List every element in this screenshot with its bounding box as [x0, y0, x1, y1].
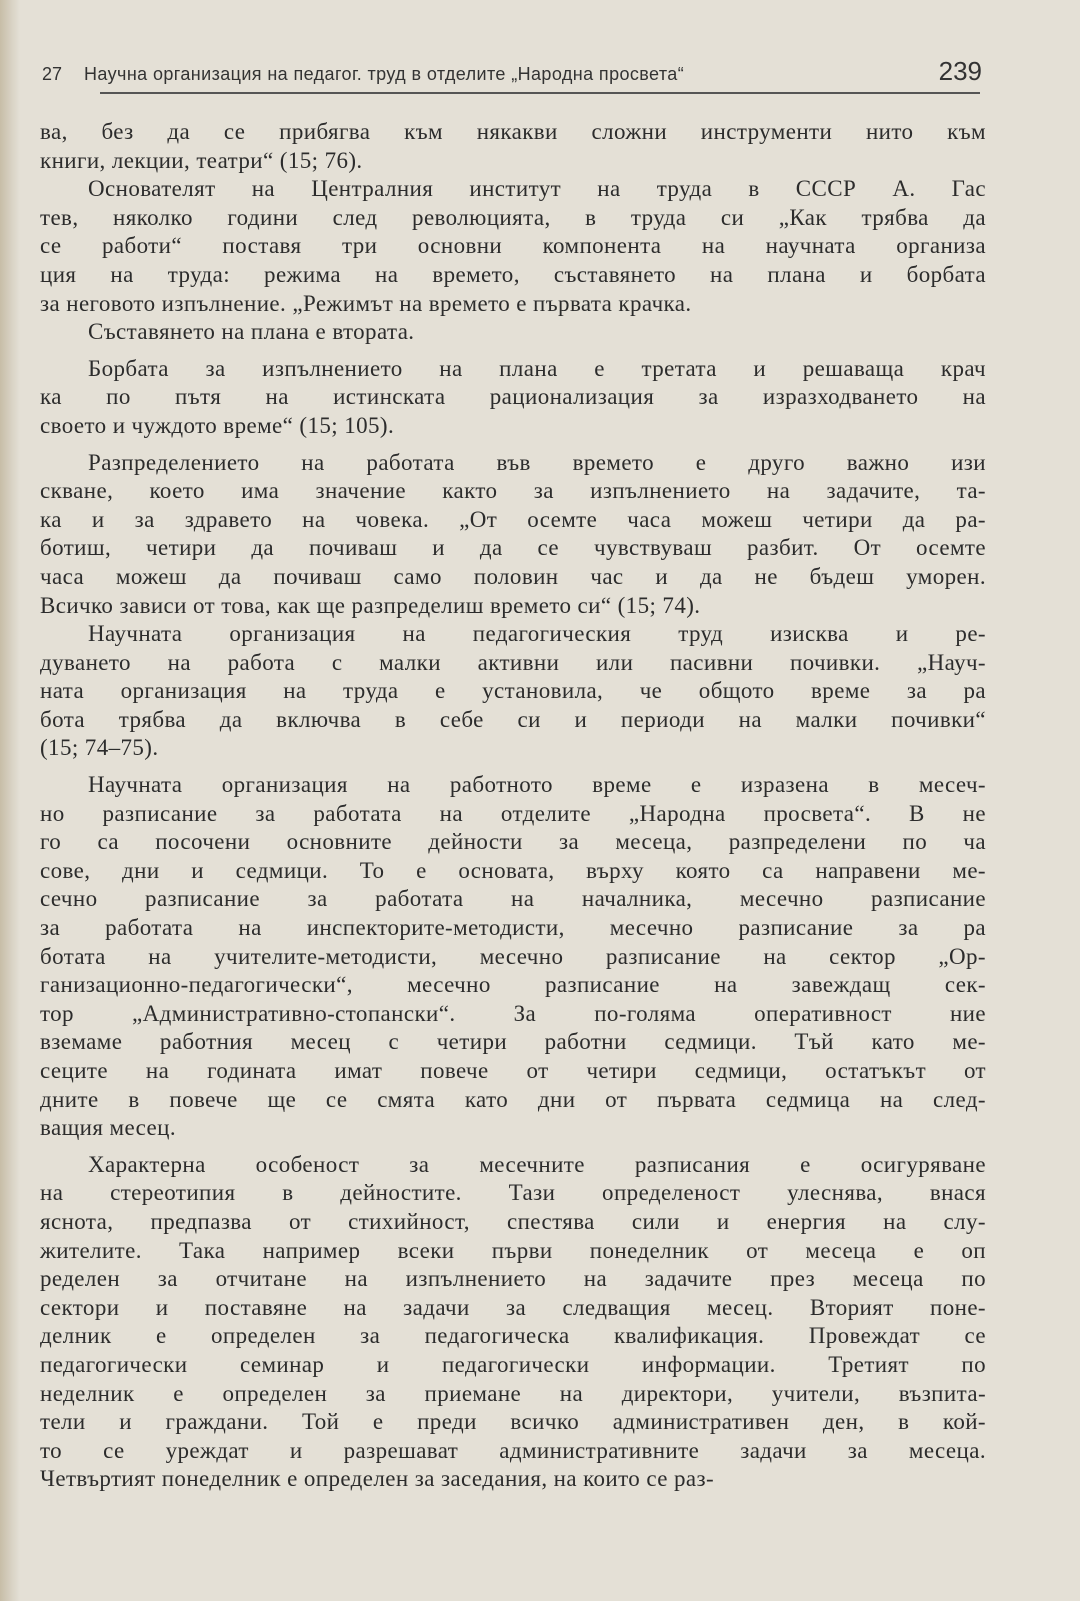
text-line: ботиш, четири да почиваш и да се чувствуваш разбит. От осемте: [40, 535, 986, 561]
paragraph-gap: [40, 763, 986, 771]
text-line: сектори и поставяне на задачи за следващия месец. Вторият поне-: [40, 1294, 986, 1320]
text-line: жителите. Така например всеки първи понеделник от месеца е оп: [40, 1237, 986, 1263]
text-line: вземаме работния месец с четири работни седмици. Тъй като ме-: [40, 1029, 986, 1055]
text-line: яснота, предпазва от стихийност, спестява сили и енергия на слу-: [40, 1208, 986, 1234]
text-line: неделник е определен за приемане на директори, учители, възпита-: [40, 1380, 986, 1406]
text-line: ващия месец.: [40, 1115, 177, 1141]
text-line: книги, лекции, театри“ (15; 76).: [40, 147, 363, 173]
text-line: ганизационно-педагогически“, месечно разписание на завеждащ сек-: [40, 972, 986, 998]
paragraph-gap: [40, 1143, 986, 1151]
text-line: Съставянето на плана е втората.: [88, 319, 415, 345]
text-line: педагогически семинар и педагогически информации. Третият по: [40, 1351, 986, 1377]
text-line: тор „Административно-стопански“. За по-голяма оперативност ние: [40, 1000, 986, 1026]
text-line: ка и за здравето на човека. „От осемте часа можеш четири да ра-: [40, 506, 986, 532]
text-line: (15; 74–75).: [40, 735, 159, 761]
text-line: Борбата за изпълнението на плана е третата и решаваща крач: [88, 355, 986, 381]
paragraph-gap: [40, 441, 986, 449]
text-line: сове, дни и седмици. То е основата, върху която са направени ме-: [40, 857, 986, 883]
text-line: скване, което има значение както за изпълнението на задачите, та-: [40, 478, 986, 504]
text-line: делник е определен за педагогическа квалификация. Провеждат се: [40, 1323, 986, 1349]
page-number: 239: [938, 56, 982, 86]
body-text: [40, 118, 986, 1494]
paragraph: [40, 318, 986, 347]
chapter-number: 27: [42, 64, 63, 84]
header-rule: [100, 92, 980, 94]
text-line: ция на труда: режима на времето, съставянето на плана и борбата: [40, 261, 986, 287]
running-title: Научна организация на педагог. труд в отделите „Народна просвета“: [84, 64, 685, 84]
text-line: дуването на работа с малки активни или пасивни почивки. „Науч-: [40, 649, 986, 675]
text-line: на стереотипия в дейностите. Тази определеност улеснява, внася: [40, 1180, 986, 1206]
text-line: тели и граждани. Той е преди всичко административен ден, в кой-: [40, 1409, 986, 1435]
text-line: сечно разписание за работата на началника, месечно разписание: [40, 886, 986, 912]
text-line: сеците на годината имат повече от четири седмици, остатъкът от: [40, 1058, 986, 1083]
text-line: часа можеш да почиваш само половин час и да не бъдеш уморен.: [40, 563, 986, 589]
paragraph: [40, 1151, 986, 1494]
paragraph: [40, 449, 986, 621]
text-line: своето и чуждото време“ (15; 105).: [40, 412, 395, 438]
text-line: за работата на инспекторите-методисти, месечно разписание за ра: [40, 915, 986, 941]
text-line: ната организация на труда е установила, че общото време за ра: [40, 678, 986, 704]
text-line: го са посочени основните дейности за месеца, разпределени по ча: [40, 829, 986, 855]
text-line: Основателят на Централния институт на труда в СССР А. Гас: [88, 176, 986, 202]
paragraph: [40, 771, 986, 1143]
paragraph: [40, 175, 986, 318]
text-line: Четвъртият понеделник е определен за заседания, на които се раз-: [40, 1466, 715, 1492]
text-line: за неговото изпълнение. „Режимът на времето е първата крачка.: [40, 290, 692, 316]
text-line: дните в повече ще се смята като дни от първата седмица на след-: [40, 1086, 986, 1112]
text-line: се работи“ поставя три основни компонента на научната организа: [40, 233, 986, 259]
running-header: [42, 56, 982, 92]
text-line: Научната организация на работното време е изразена в месеч-: [88, 772, 986, 798]
page-binding-edge: [0, 0, 20, 1601]
paragraph: [40, 355, 986, 441]
text-line: но разписание за работата на отделите „Народна просвета“. В не: [40, 800, 986, 826]
text-line: ределен за отчитане на изпълнението на задачите през месеца по: [40, 1266, 986, 1292]
text-line: ка по пътя на истинската рационализация за изразходването на: [40, 384, 986, 410]
text-line: Научната организация на педагогическия труд изисква и ре-: [88, 621, 986, 647]
text-line: бота трябва да включва в себе си и периоди на малки почивки“: [40, 706, 986, 732]
text-line: тев, няколко години след революцията, в труда си „Как трябва да: [40, 204, 986, 230]
text-line: то се уреждат и разрешават административните задачи за месеца.: [40, 1437, 986, 1463]
text-line: ва, без да се прибягва към някакви сложни инструменти нито към: [40, 119, 986, 144]
text-line: ботата на учителите-методисти, месечно разписание на сектор „Ор-: [40, 943, 986, 969]
paragraph: [40, 620, 986, 763]
paragraph-gap: [40, 347, 986, 355]
paragraph: [40, 118, 986, 175]
text-line: Всичко зависи от това, как ще разпределиш времето си“ (15; 74).: [40, 592, 701, 618]
text-line: Разпределението на работата във времето е друго важно изи: [88, 449, 986, 475]
text-line: Характерна особеност за месечните разписания е осигуряване: [88, 1151, 986, 1177]
